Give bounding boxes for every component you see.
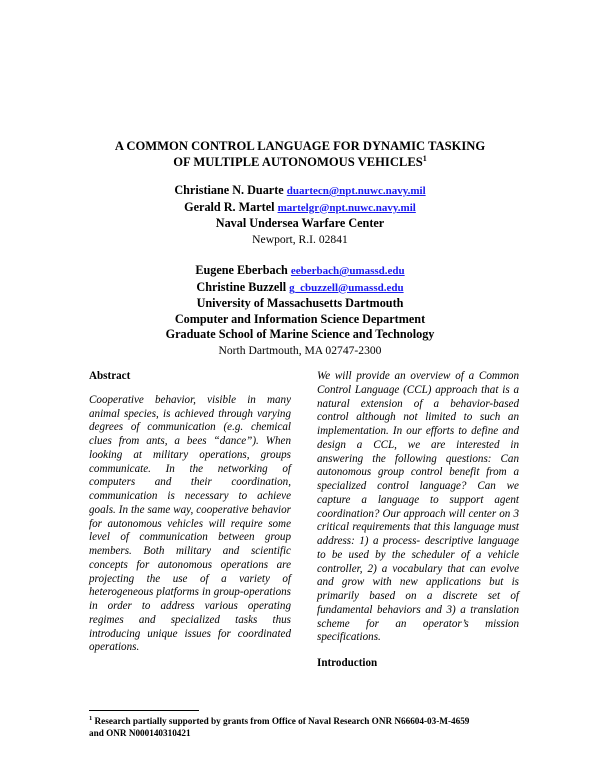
author-martel bbox=[60, 200, 540, 217]
author-eberbach bbox=[60, 263, 540, 280]
paper-title bbox=[60, 138, 540, 170]
author-duarte bbox=[60, 183, 540, 200]
left-column bbox=[89, 370, 291, 655]
author-group-gap bbox=[60, 247, 540, 263]
abstract-paragraph-1: Cooperative behavior, visible in many animal species, is achieved through varying degrees of communication (e.g. chemical clues from ants, a bees “dance”). When looking at military operations, groups communicate. In the networking of computers and their coordination, communication is necessary to achieve goals. In the same way, cooperative behavior for autonomous vehicles will require some level of communication between group members. Both military and scientific concepts for autonomous operations are projecting the use of a variety of heterogeneous platforms in group-operations in order to address various operating regimes and specialized tasks thus introducing unique issues for coordinated operations. bbox=[89, 393, 291, 654]
title-line-1: A COMMON CONTROL LANGUAGE FOR DYNAMIC TASKING bbox=[114, 139, 486, 153]
author-name: Eugene Eberbach bbox=[195, 263, 288, 277]
introduction-heading: Introduction bbox=[317, 657, 378, 669]
footnote-mark: 1 bbox=[89, 715, 93, 722]
title-footnote-mark[interactable]: 1 bbox=[422, 154, 427, 163]
author-block bbox=[60, 183, 540, 358]
title-line-2 bbox=[60, 154, 540, 170]
footnote bbox=[89, 715, 529, 739]
title-line-2-text: OF MULTIPLE AUTONOMOUS VEHICLES bbox=[173, 155, 423, 169]
footnote-line-2: and ONR N000140310421 bbox=[89, 728, 191, 739]
abstract-heading: Abstract bbox=[89, 370, 131, 382]
footnote-divider bbox=[89, 710, 199, 711]
right-column bbox=[317, 370, 519, 671]
author-email-link[interactable]: g_cbuzzell@umassd.edu bbox=[289, 281, 404, 294]
affiliation-department: Computer and Information Science Department bbox=[174, 311, 426, 326]
author-name: Gerald R. Martel bbox=[184, 199, 275, 214]
footnote-text-1: Research partially supported by grants from Office of Naval Research ONR N66604-03-M-4659 bbox=[94, 716, 470, 726]
affiliation-naval-center: Naval Undersea Warfare Center bbox=[215, 216, 385, 230]
author-name: Christiane N. Duarte bbox=[174, 183, 284, 197]
author-buzzell bbox=[60, 280, 540, 297]
affiliation-university: University of Massachusetts Dartmouth bbox=[196, 296, 404, 310]
abstract-paragraph-2: We will provide an overview of a Common Control Language (CCL) approach that is a natural extension of a behavior-based control although not limited to such an implementation. In our efforts to define and design a CCL, we are interested in answering the following questions: Can autonomous group control benefit from a specialized control language? Can we capture a language to support agent coordination? Our approach will center on 3 critical requirements that this language must address: 1) a process- descriptive language to be used by the scheduler of a vehicle controller, 2) a vocabulary that can evolve and grow with new applications but is primarily based on a discrete set of fundamental behaviors and 3) a translation scheme for an operator’s mission specifications. bbox=[317, 370, 519, 644]
author-email-link[interactable]: duartecn@npt.nuwc.navy.mil bbox=[286, 185, 426, 197]
author-email-link[interactable]: eeberbach@umassd.edu bbox=[290, 265, 405, 277]
affiliation-naval-location: Newport, R.I. 02841 bbox=[252, 232, 348, 246]
affiliation-graduate-school: Graduate School of Marine Science and Technology bbox=[165, 327, 435, 341]
author-email-link[interactable]: martelgr@npt.nuwc.navy.mil bbox=[277, 201, 416, 214]
affiliation-university-location: North Dartmouth, MA 02747-2300 bbox=[218, 343, 382, 357]
author-name: Christine Buzzell bbox=[196, 279, 287, 294]
footnote-line-1 bbox=[89, 715, 529, 727]
